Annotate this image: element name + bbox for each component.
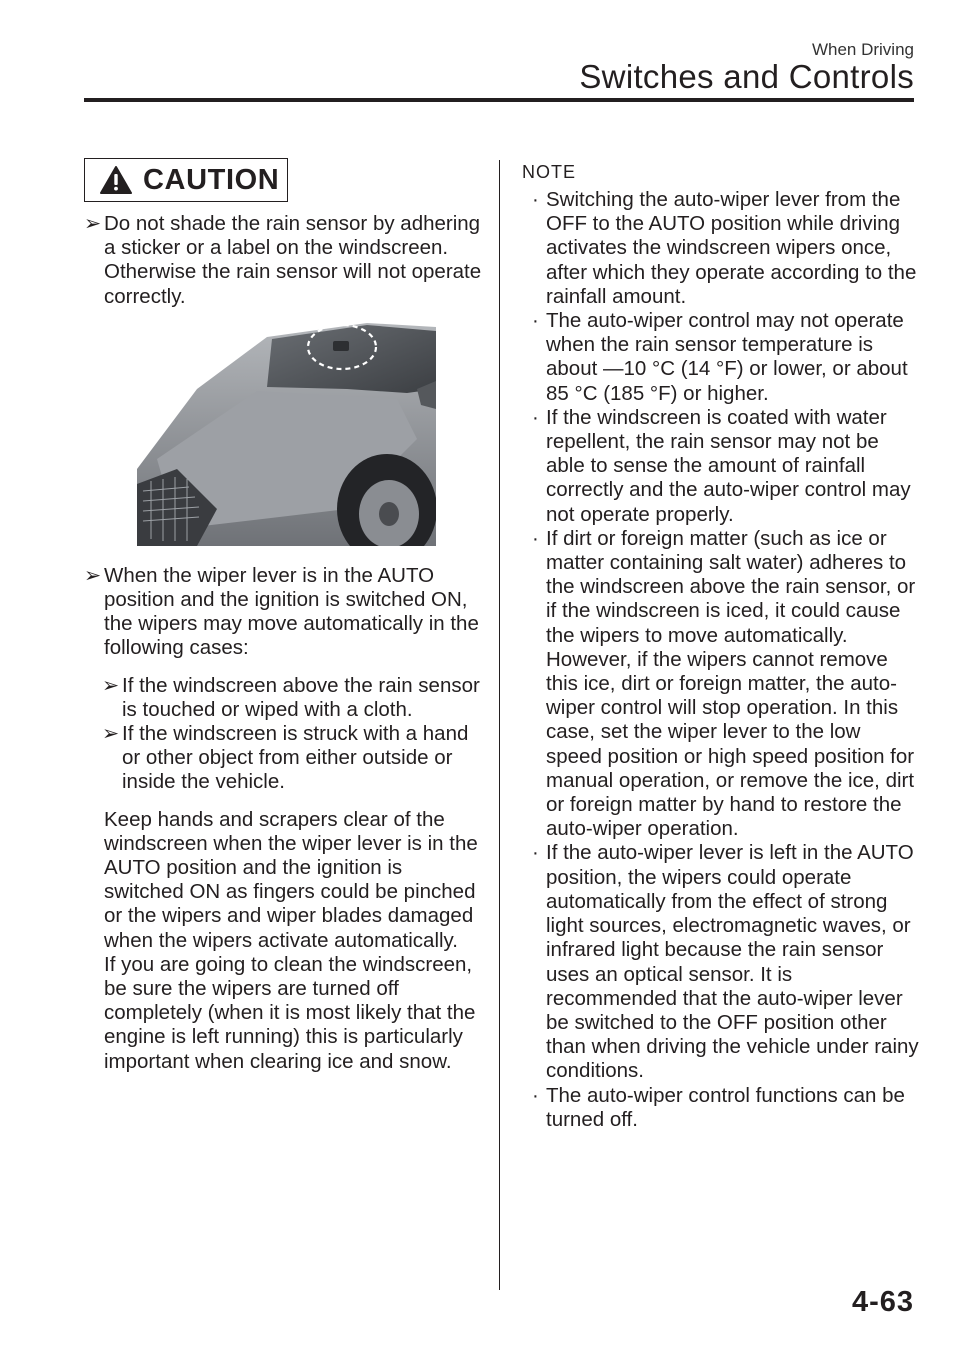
caution-item: ➢ When the wiper lever is in the AUTO position and the ignition is switched ON, the wipers may move automatically in the following cases: — [84, 563, 479, 660]
dot-bullet-icon: · — [532, 309, 539, 333]
arrow-bullet-icon: ➢ — [102, 673, 120, 697]
warning-triangle-icon — [99, 165, 133, 195]
caution-paragraph: Keep hands and scrapers clear of the windscreen when the wiper lever is in the AUTO position and the ignition is switched ON as fingers could be pinched or the wipers and wiper blades damaged when the wipers activate automatically. — [104, 807, 478, 952]
dot-bullet-icon: · — [532, 841, 539, 865]
arrow-bullet-icon: ➢ — [102, 722, 120, 746]
note-section — [522, 158, 922, 1132]
dot-bullet-icon: · — [532, 1083, 539, 1107]
note-item: · The auto-wiper control functions can be turned off. — [532, 1083, 905, 1131]
caution-subitems — [102, 674, 484, 795]
caution-subitem: ➢ If the windscreen above the rain sensor is touched or wiped with a cloth. — [102, 673, 480, 721]
caution-paragraph: If you are going to clean the windscreen, be sure the wipers are turned off completely (when it is most likely that the engine is left running) this is particularly important when clearing ice and snow. — [104, 952, 476, 1073]
note-item: · The auto-wiper control may not operate when the rain sensor temperature is about —10 °C (14 °F) or lower, or about 85 °C (185 °F) or higher. — [532, 309, 908, 405]
arrow-bullet-icon: ➢ — [84, 563, 102, 587]
caution-item: ➢ Do not shade the rain sensor by adhering a sticker or a label on the windscreen. Otherwise the rain sensor will not operate correctly. — [84, 212, 482, 308]
page-number: 4-63 — [851, 1286, 914, 1318]
note-heading: NOTE — [522, 162, 577, 182]
dot-bullet-icon: · — [532, 405, 539, 429]
header-divider — [84, 98, 914, 102]
caution-section — [84, 158, 484, 1074]
car-rain-sensor-illustration — [137, 319, 436, 546]
caution-label: CAUTION — [143, 163, 280, 196]
note-item: · Switching the auto-wiper lever from the OFF to the AUTO position while driving activates the windscreen wipers once, after which they operate according to the rainfall amount. — [532, 188, 917, 308]
caution-heading — [84, 158, 288, 202]
note-item: · If dirt or foreign matter (such as ice or matter containing salt water) adheres to the windscreen above the rain sensor, or if the windscreen is iced, it could cause the wipers to move automatically. However, if the wipers cannot remove this ice, dirt or foreign matter, the auto-wiper control will stop operation. In this case, set the wiper lever to the low speed position or high speed position for manual operation, or remove the ice, dirt or foreign matter by hand to restore the auto-wiper operation. — [532, 526, 916, 841]
note-item: · If the auto-wiper lever is left in the AUTO position, the wipers could operate automatically from the effect of strong light sources, electromagnetic waves, or infrared light because the rain sensor uses an optical sensor. It is recommended that the auto-wiper lever be switched to the OFF position other than when driving the vehicle under rainy conditions. — [532, 841, 919, 1083]
note-item: · If the windscreen is coated with water repellent, the rain sensor may not be able to sense the amount of rainfall correctly and the auto-wiper control may not operate properly. — [532, 405, 911, 526]
arrow-bullet-icon: ➢ — [84, 212, 102, 235]
page-title: Switches and Controls — [579, 58, 914, 95]
caution-subitem: ➢ If the windscreen is struck with a hand or other object from either outside or inside the vehicle. — [102, 722, 469, 794]
column-divider — [499, 160, 500, 1290]
section-label: When Driving — [811, 40, 914, 59]
dot-bullet-icon: · — [532, 526, 539, 550]
dot-bullet-icon: · — [532, 188, 539, 211]
